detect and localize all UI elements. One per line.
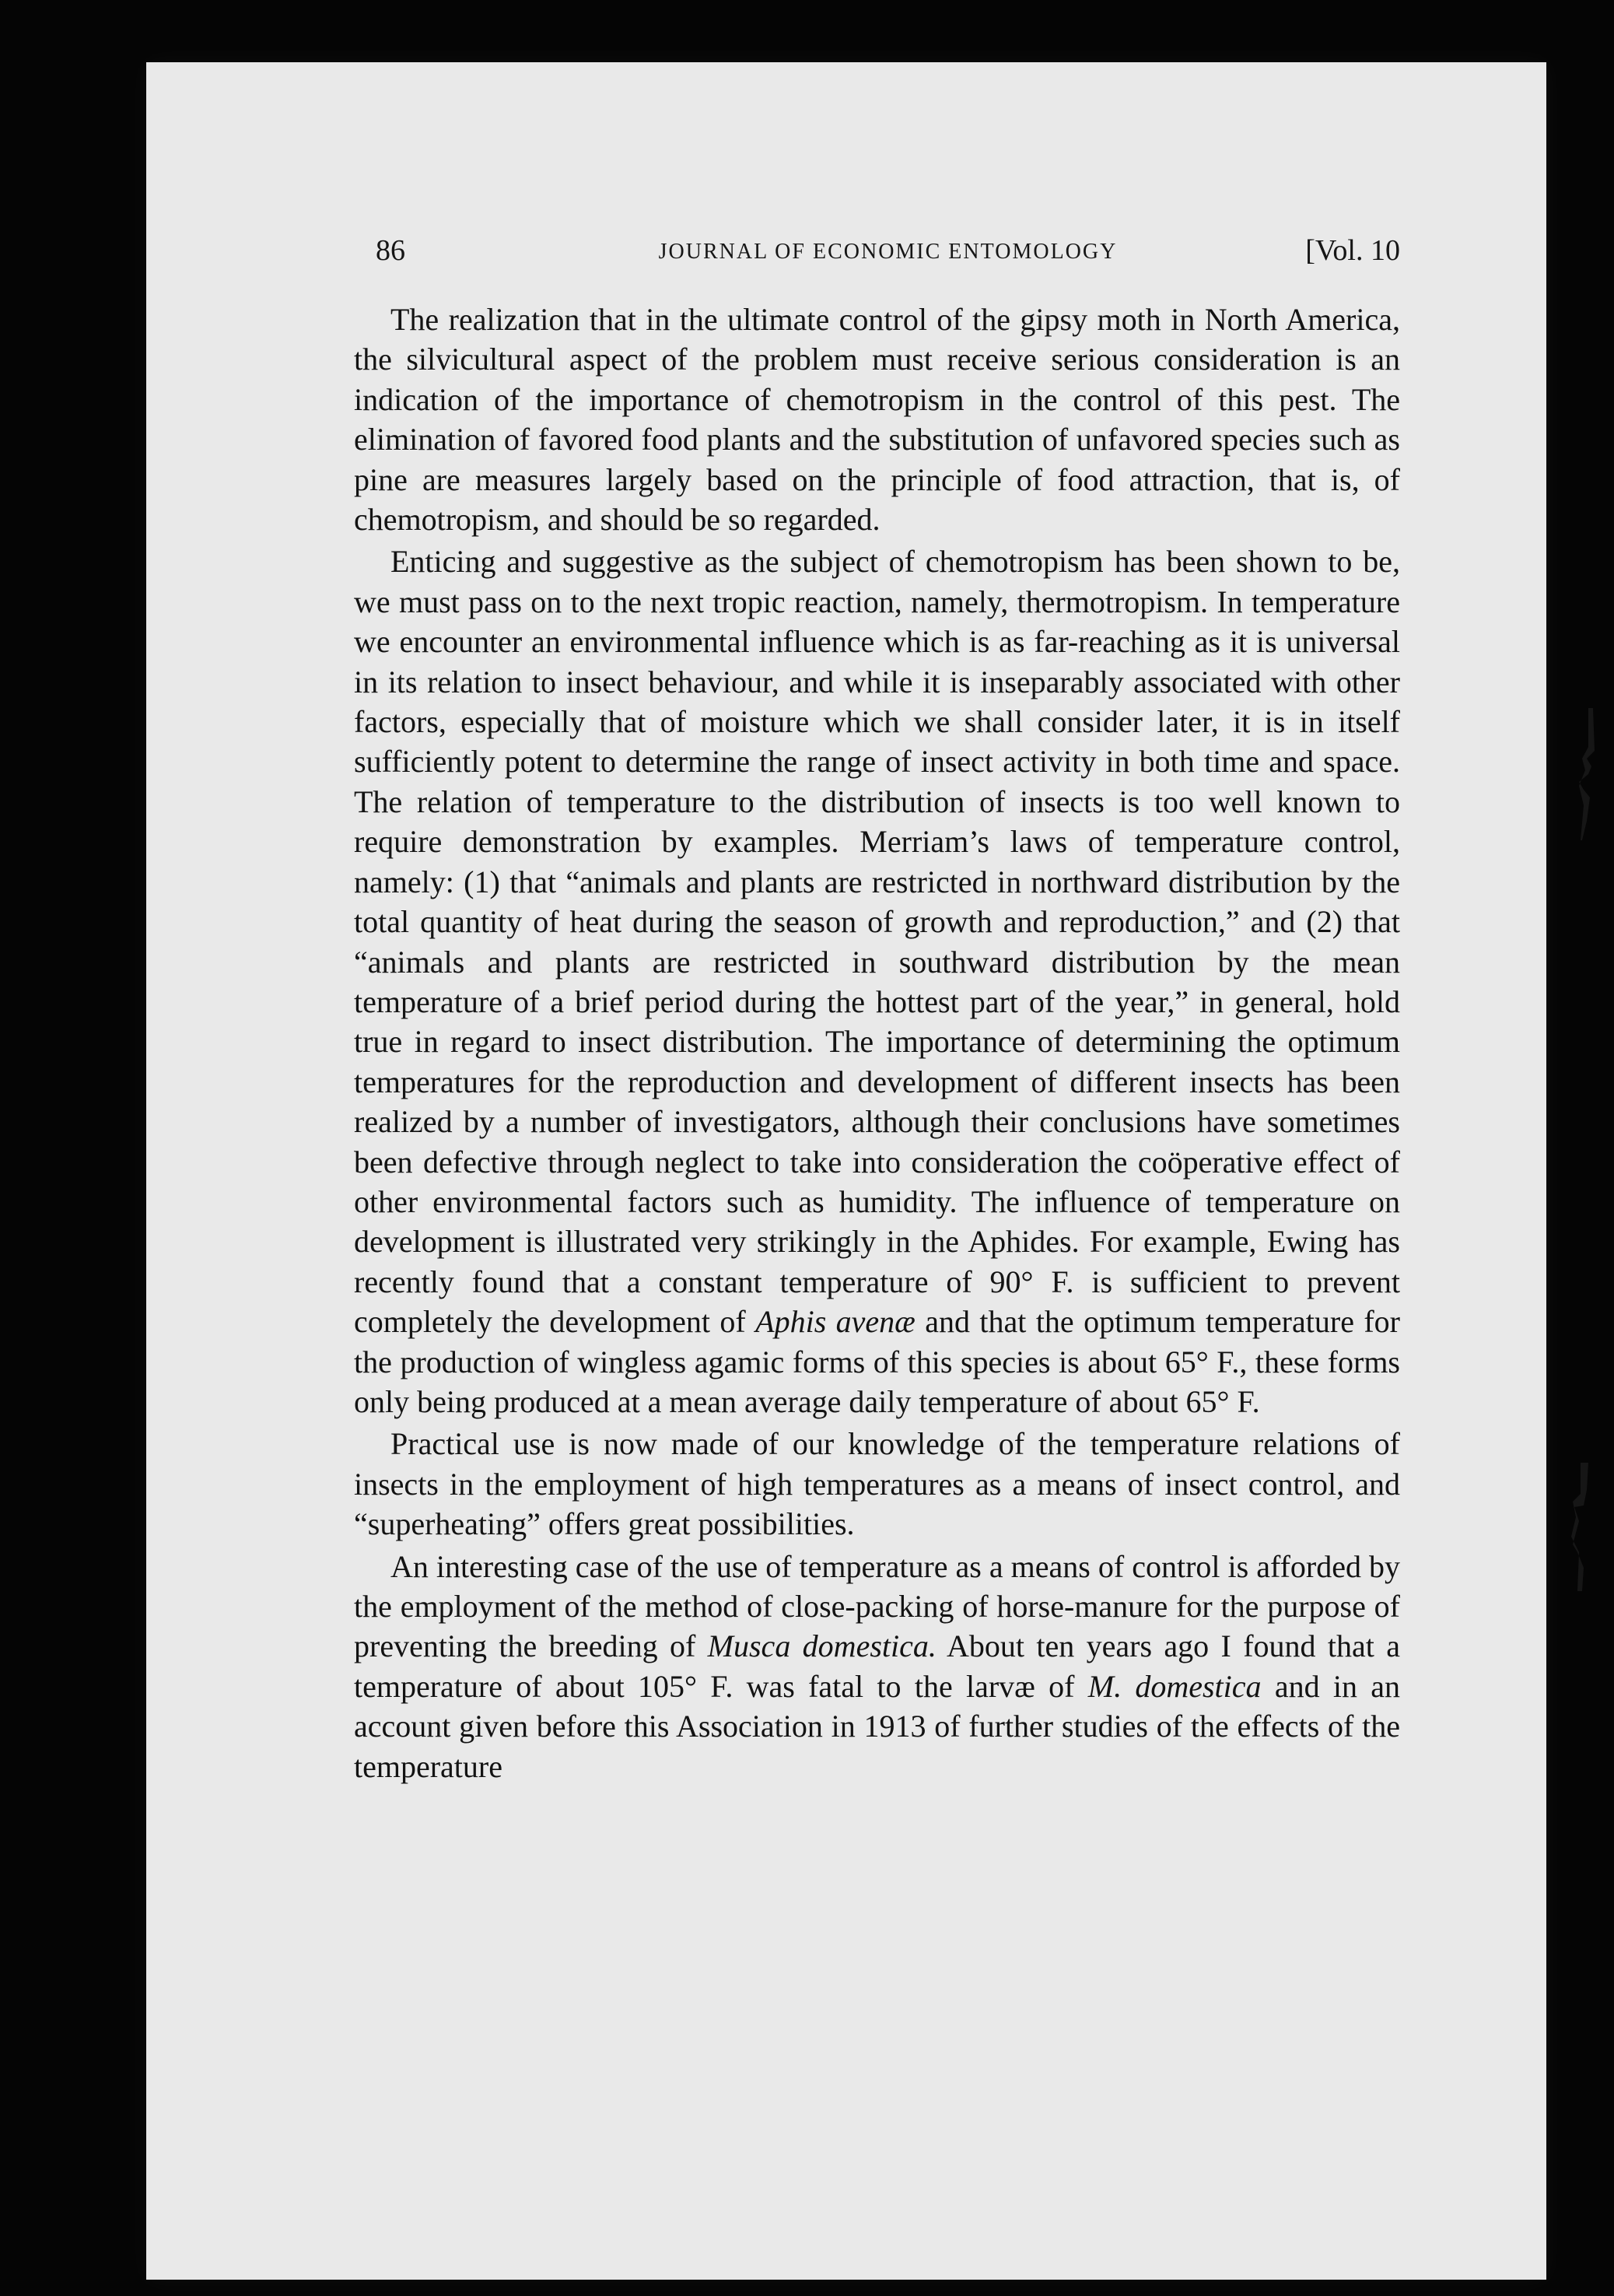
text-run: and in an account given before this Association in 1913 of further studies of the effects of the temperature bbox=[354, 1668, 1401, 1784]
scan-artifact-mark bbox=[1565, 1459, 1596, 1599]
italic-term: Musca domestica. bbox=[707, 1628, 937, 1664]
paragraph-3 bbox=[354, 1424, 1400, 1544]
paragraph-2 bbox=[354, 542, 1400, 1421]
scan-artifact-mark bbox=[1571, 704, 1602, 844]
text-run: About ten years ago I found that a temperature of about 105° F. was fatal to the larvæ of bbox=[354, 1628, 1401, 1704]
paragraph-4 bbox=[354, 1547, 1400, 1786]
article-body bbox=[354, 300, 1400, 1786]
running-title: JOURNAL OF ECONOMIC ENTOMOLOGY bbox=[658, 240, 1118, 264]
text-run: Enticing and suggestive as the subject of chemotropism has been shown to be, we must pass on to the next tropic reaction, namely, thermotropism. In temperature we encounter an environmental influence which is as far-reaching as it is universal in its relation to insect behaviour, and while it is inseparably associated with other factors, especially that of moisture which we shall consider later, it is in itself sufficiently potent to determine the range of insect activity in both time and space. The relation of temperature to the distribution of insects is too well known to require demonstration by examples. Merriam’s laws of temperature control, namely: (1) that “animals and plants are restricted in northward distribution by the total quantity of heat during the season of growth and reproduction,” and (2) that “animals and plants are restricted in southward distribution by the mean temperature of a brief period during the hottest part of the year,” in general, hold true in regard to insect distribution. The importance of determining the optimum temperatures for the reproduction and development of different insects has been realized by a number of investigators, although their conclusions have sometimes been defective through neglect to take into consideration the coöperative effect of other environmental factors such as humidity. The influence of temperature on development is illustrated very strikingly in the Aphides. For example, Ewing has recently found that a constant temperature of 90° F. is sufficient to prevent completely the development of bbox=[354, 544, 1400, 1340]
text-run: An interesting case of the use of temperature as a means of control is afforded by the employment of the method of close-packing of horse-manure for the purpose of preventing the breeding of bbox=[354, 1548, 1400, 1664]
text-run: The realization that in the ultimate control of the gipsy moth in North America, the silvicultural aspect of the problem must receive serious consideration is an indication of the importance of chemotropism in the control of this pest. The elimination of favored food plants and the substitution of unfavored species such as pine are measures largely based on the principle of food attraction, that is, of chemotropism, and should be so regarded. bbox=[354, 302, 1400, 538]
italic-term: Aphis avenæ bbox=[755, 1304, 916, 1340]
page-header bbox=[376, 233, 1400, 280]
paragraph-1 bbox=[354, 300, 1400, 539]
text-run: Practical use is now made of our knowledge of the temperature relations of insects in the employment of high temperatures as a means of insect control, and “superheating” offers great possibilities. bbox=[354, 1426, 1400, 1542]
italic-term: M. domestica bbox=[1087, 1668, 1262, 1704]
volume-label: [Vol. 10 bbox=[1305, 234, 1400, 267]
text-run: and that the optimum temperature for the production of wingless agamic forms of this species is about 65° F., these forms only being produced at a mean average daily temperature of about 65° F. bbox=[354, 1304, 1400, 1419]
page-number: 86 bbox=[376, 234, 405, 267]
